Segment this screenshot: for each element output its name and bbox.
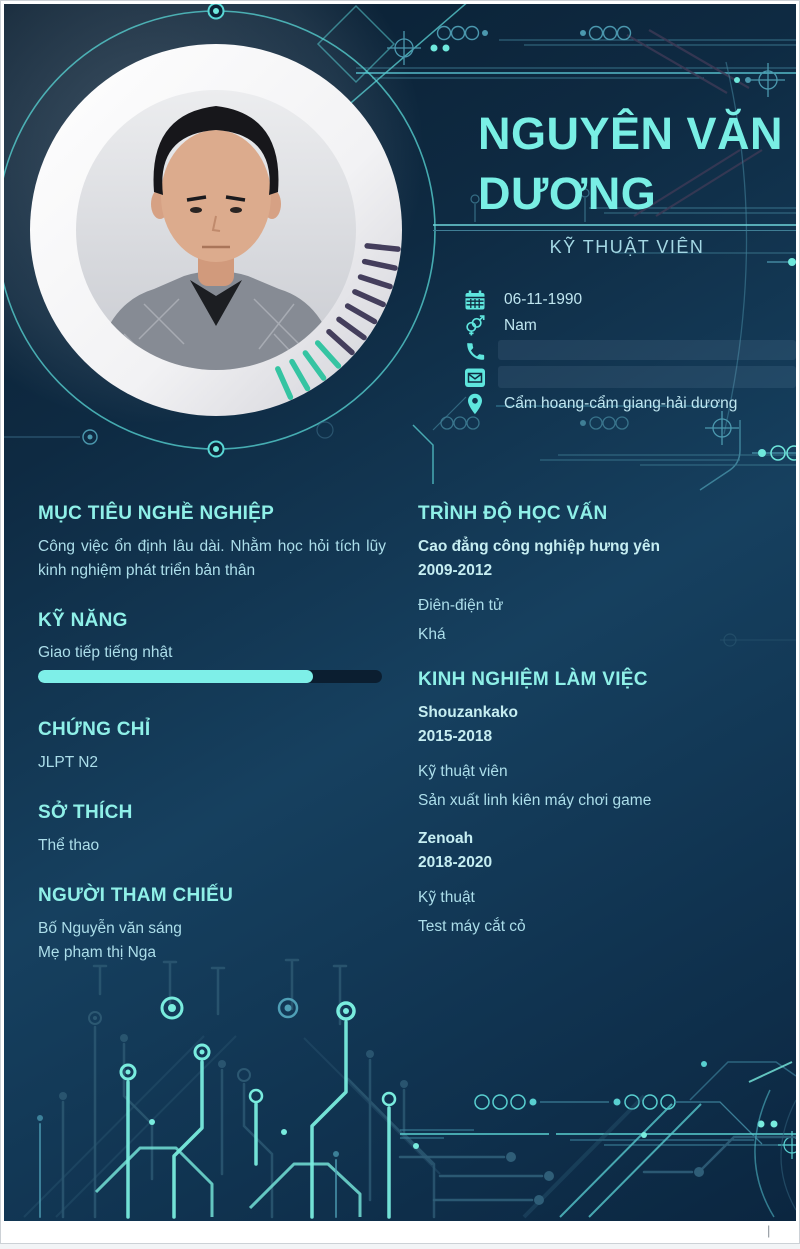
education-grade: Khá: [418, 626, 446, 643]
location-icon: [463, 393, 487, 415]
address-value: Cẩm hoang-cẩm giang-hải dương: [504, 395, 738, 412]
gender-icon: [463, 315, 487, 337]
left-column: [38, 503, 386, 992]
redacted-email-value: [498, 366, 796, 388]
section-references: [38, 885, 386, 965]
contact-row-birthdate: [463, 287, 793, 313]
section-heading: TRÌNH ĐỘ HỌC VẤN: [418, 503, 608, 524]
experience-entry: [418, 701, 784, 813]
section-certificates: [38, 719, 386, 775]
experience-years: 2015-2018: [418, 728, 493, 745]
section-heading: SỞ THÍCH: [38, 802, 133, 823]
phone-icon: [463, 341, 487, 363]
circuit-bottom-right: [400, 1061, 796, 1217]
education-major: Điên-điện tử: [418, 597, 504, 614]
section-heading: NGƯỜI THAM CHIẾU: [38, 885, 234, 906]
circle-chain-top-left: [438, 27, 479, 40]
person-name: NGUYÊN VĂN DƯƠNG: [478, 108, 784, 219]
right-column: [418, 503, 784, 966]
objective-text: Công việc ổn định lâu dài. Nhằm học hỏi tích lũy kinh nghiệm phát triển bản thân: [38, 538, 386, 579]
section-hobbies: [38, 802, 386, 858]
calendar-icon: [463, 289, 487, 311]
hobby-item: Thể thao: [38, 837, 100, 854]
circuit-bottom-left: [24, 960, 440, 1217]
skill-progress-track: [38, 670, 382, 683]
education-years: 2009-2012: [418, 562, 493, 579]
experience-role: Kỹ thuật: [418, 889, 475, 906]
crosshair-icon: [387, 31, 785, 97]
experience-entry: [418, 827, 784, 939]
certificate-item: JLPT N2: [38, 754, 99, 771]
skill-label: Giao tiếp tiếng nhật: [38, 644, 173, 661]
experience-desc: Sản xuất linh kiên máy chơi game: [418, 792, 652, 809]
redacted-phone-value: [498, 340, 796, 360]
reference-item: Mẹ phạm thị Nga: [38, 944, 157, 961]
reference-item: Bố Nguyễn văn sáng: [38, 920, 182, 937]
section-skills: [38, 610, 386, 683]
section-objective: [38, 503, 386, 583]
cv-canvas: [4, 4, 796, 1221]
school-name: Cao đẳng công nghiệp hưng yên: [418, 538, 660, 555]
section-experience: [418, 669, 784, 939]
contact-row-address: [463, 391, 793, 417]
company-name: Zenoah: [418, 830, 474, 847]
birthdate-value: 06-11-1990: [504, 291, 583, 308]
gender-value: Nam: [504, 317, 537, 334]
section-heading: KINH NGHIỆM LÀM VIỆC: [418, 669, 648, 690]
company-name: Shouzankako: [418, 704, 518, 721]
experience-role: Kỹ thuật viên: [418, 763, 508, 780]
footer-cursor-mark: |: [767, 1223, 771, 1238]
circle-chain-top-right: [590, 27, 631, 40]
skill-progress-fill: [38, 670, 313, 683]
experience-years: 2018-2020: [418, 854, 493, 871]
section-heading: KỸ NĂNG: [38, 610, 128, 631]
header: [455, 104, 796, 258]
experience-desc: Test máy cắt cỏ: [418, 918, 526, 935]
section-heading: CHỨNG CHỈ: [38, 719, 151, 740]
ring-node-top: [209, 4, 224, 19]
job-title: KỸ THUẬT VIÊN: [549, 237, 705, 257]
email-icon: [463, 367, 487, 389]
education-entry: [418, 535, 784, 647]
section-education: [418, 503, 784, 647]
contact-row-gender: [463, 313, 793, 339]
ring-node-bottom: [209, 442, 224, 457]
section-heading: MỤC TIÊU NGHỀ NGHIỆP: [38, 503, 275, 524]
